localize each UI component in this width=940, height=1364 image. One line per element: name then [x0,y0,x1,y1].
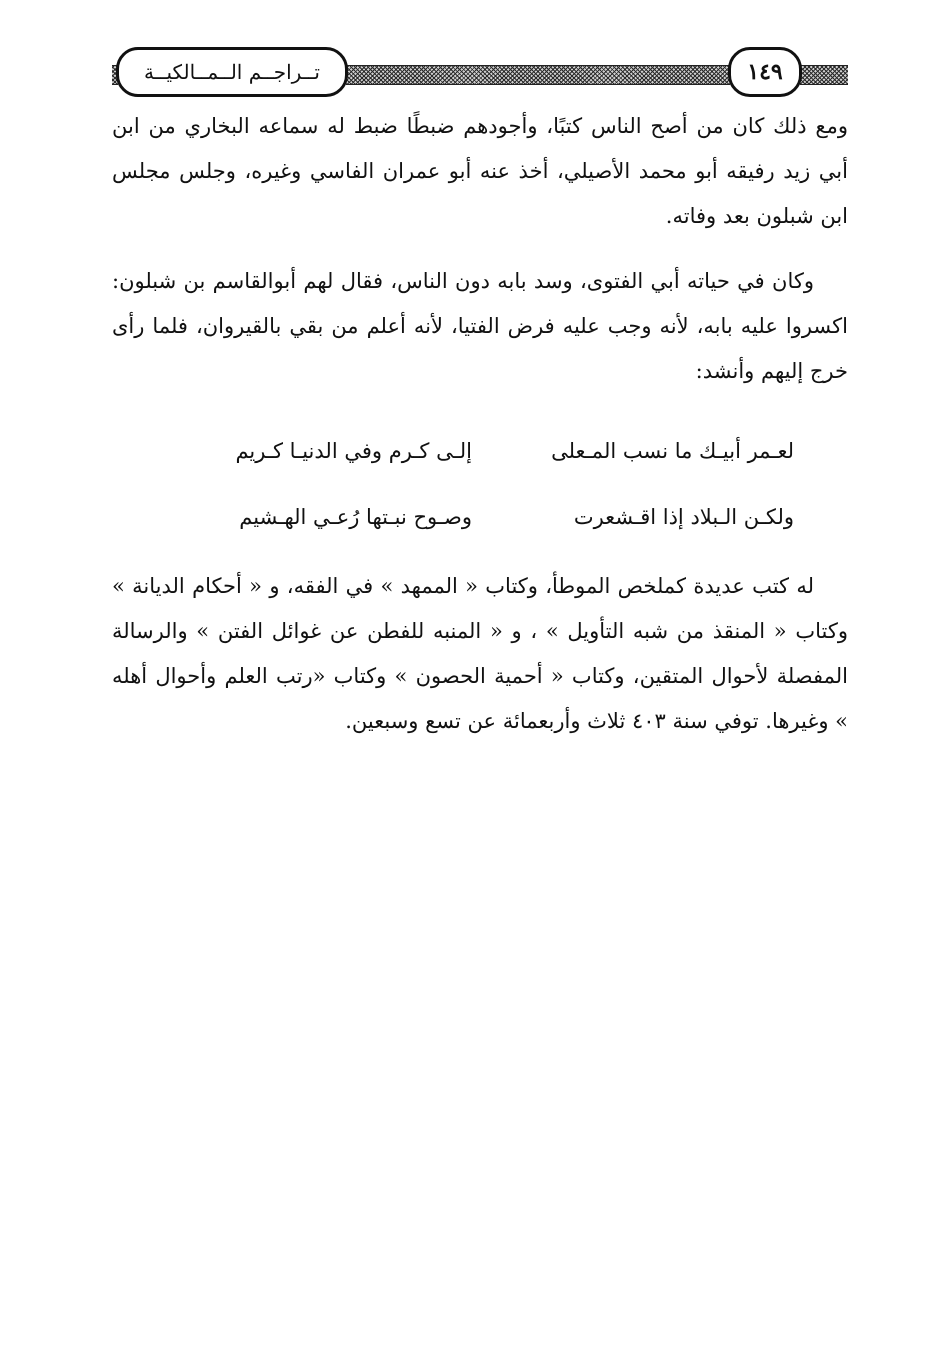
paragraph-2: وكان في حياته أبي الفتوى، وسد بابه دون الناس، فقال لهم أبوالقاسم بن شبلون: اكسروا عليه بابه، لأنه وجب عليه فرض الفتيا، لأنه أعلم من بقي بالقيروان، فلما رأى خرج إليهم وأنشد: [112,269,848,383]
page-number [728,47,802,97]
poem [112,418,848,550]
running-title-text: تــراجــم الــمــالكيــة [144,60,320,84]
running-title [116,47,348,97]
poem-verse [112,484,848,550]
header-ornament-middle [346,65,730,85]
verse-first-hemistich: ولكـن الـبلاد إذا اقـشعرت [573,504,794,529]
paragraph-3: له كتب عديدة كملخص الموطأ، وكتاب « الممهد » في الفقه، و « أحكام الديانة » وكتاب « المنقذ من شبه التأويل » ، و « المنبه للفطن عن غوائل الفتن » والرسالة المفصلة لأحوال المتقين، وكتاب « أحمية الحصون » وكتاب «رتب العلم وأحوال أهله » وغيرها. توفي سنة ٤٠٣ ثلاث وأربعمائة عن تسع وسبعين. [112,574,848,733]
verse-second-hemistich: وصـوح نبـتها رُعـي الهـشيم [239,504,472,529]
page-body [112,104,848,744]
verse-second-hemistich: إلـى كـرم وفي الدنيـا كـريم [235,438,472,463]
header-ornament-right [800,65,848,85]
poem-verse [112,418,848,484]
paragraph-1: ومع ذلك كان من أصح الناس كتبًا، وأجودهم ضبطًا ضبط له سماعه البخاري من ابن أبي زيد رفيقه أبو محمد الأصيلي، أخذ عنه أبو عمران الفاسي وغيره، وجلس مجلس ابن شبلون بعد وفاته. [112,114,848,228]
running-header [112,44,848,104]
page-number-text: ١٤٩ [747,59,783,85]
verse-first-hemistich: لعـمر أبيـك ما نسب المـعلى [551,438,794,463]
